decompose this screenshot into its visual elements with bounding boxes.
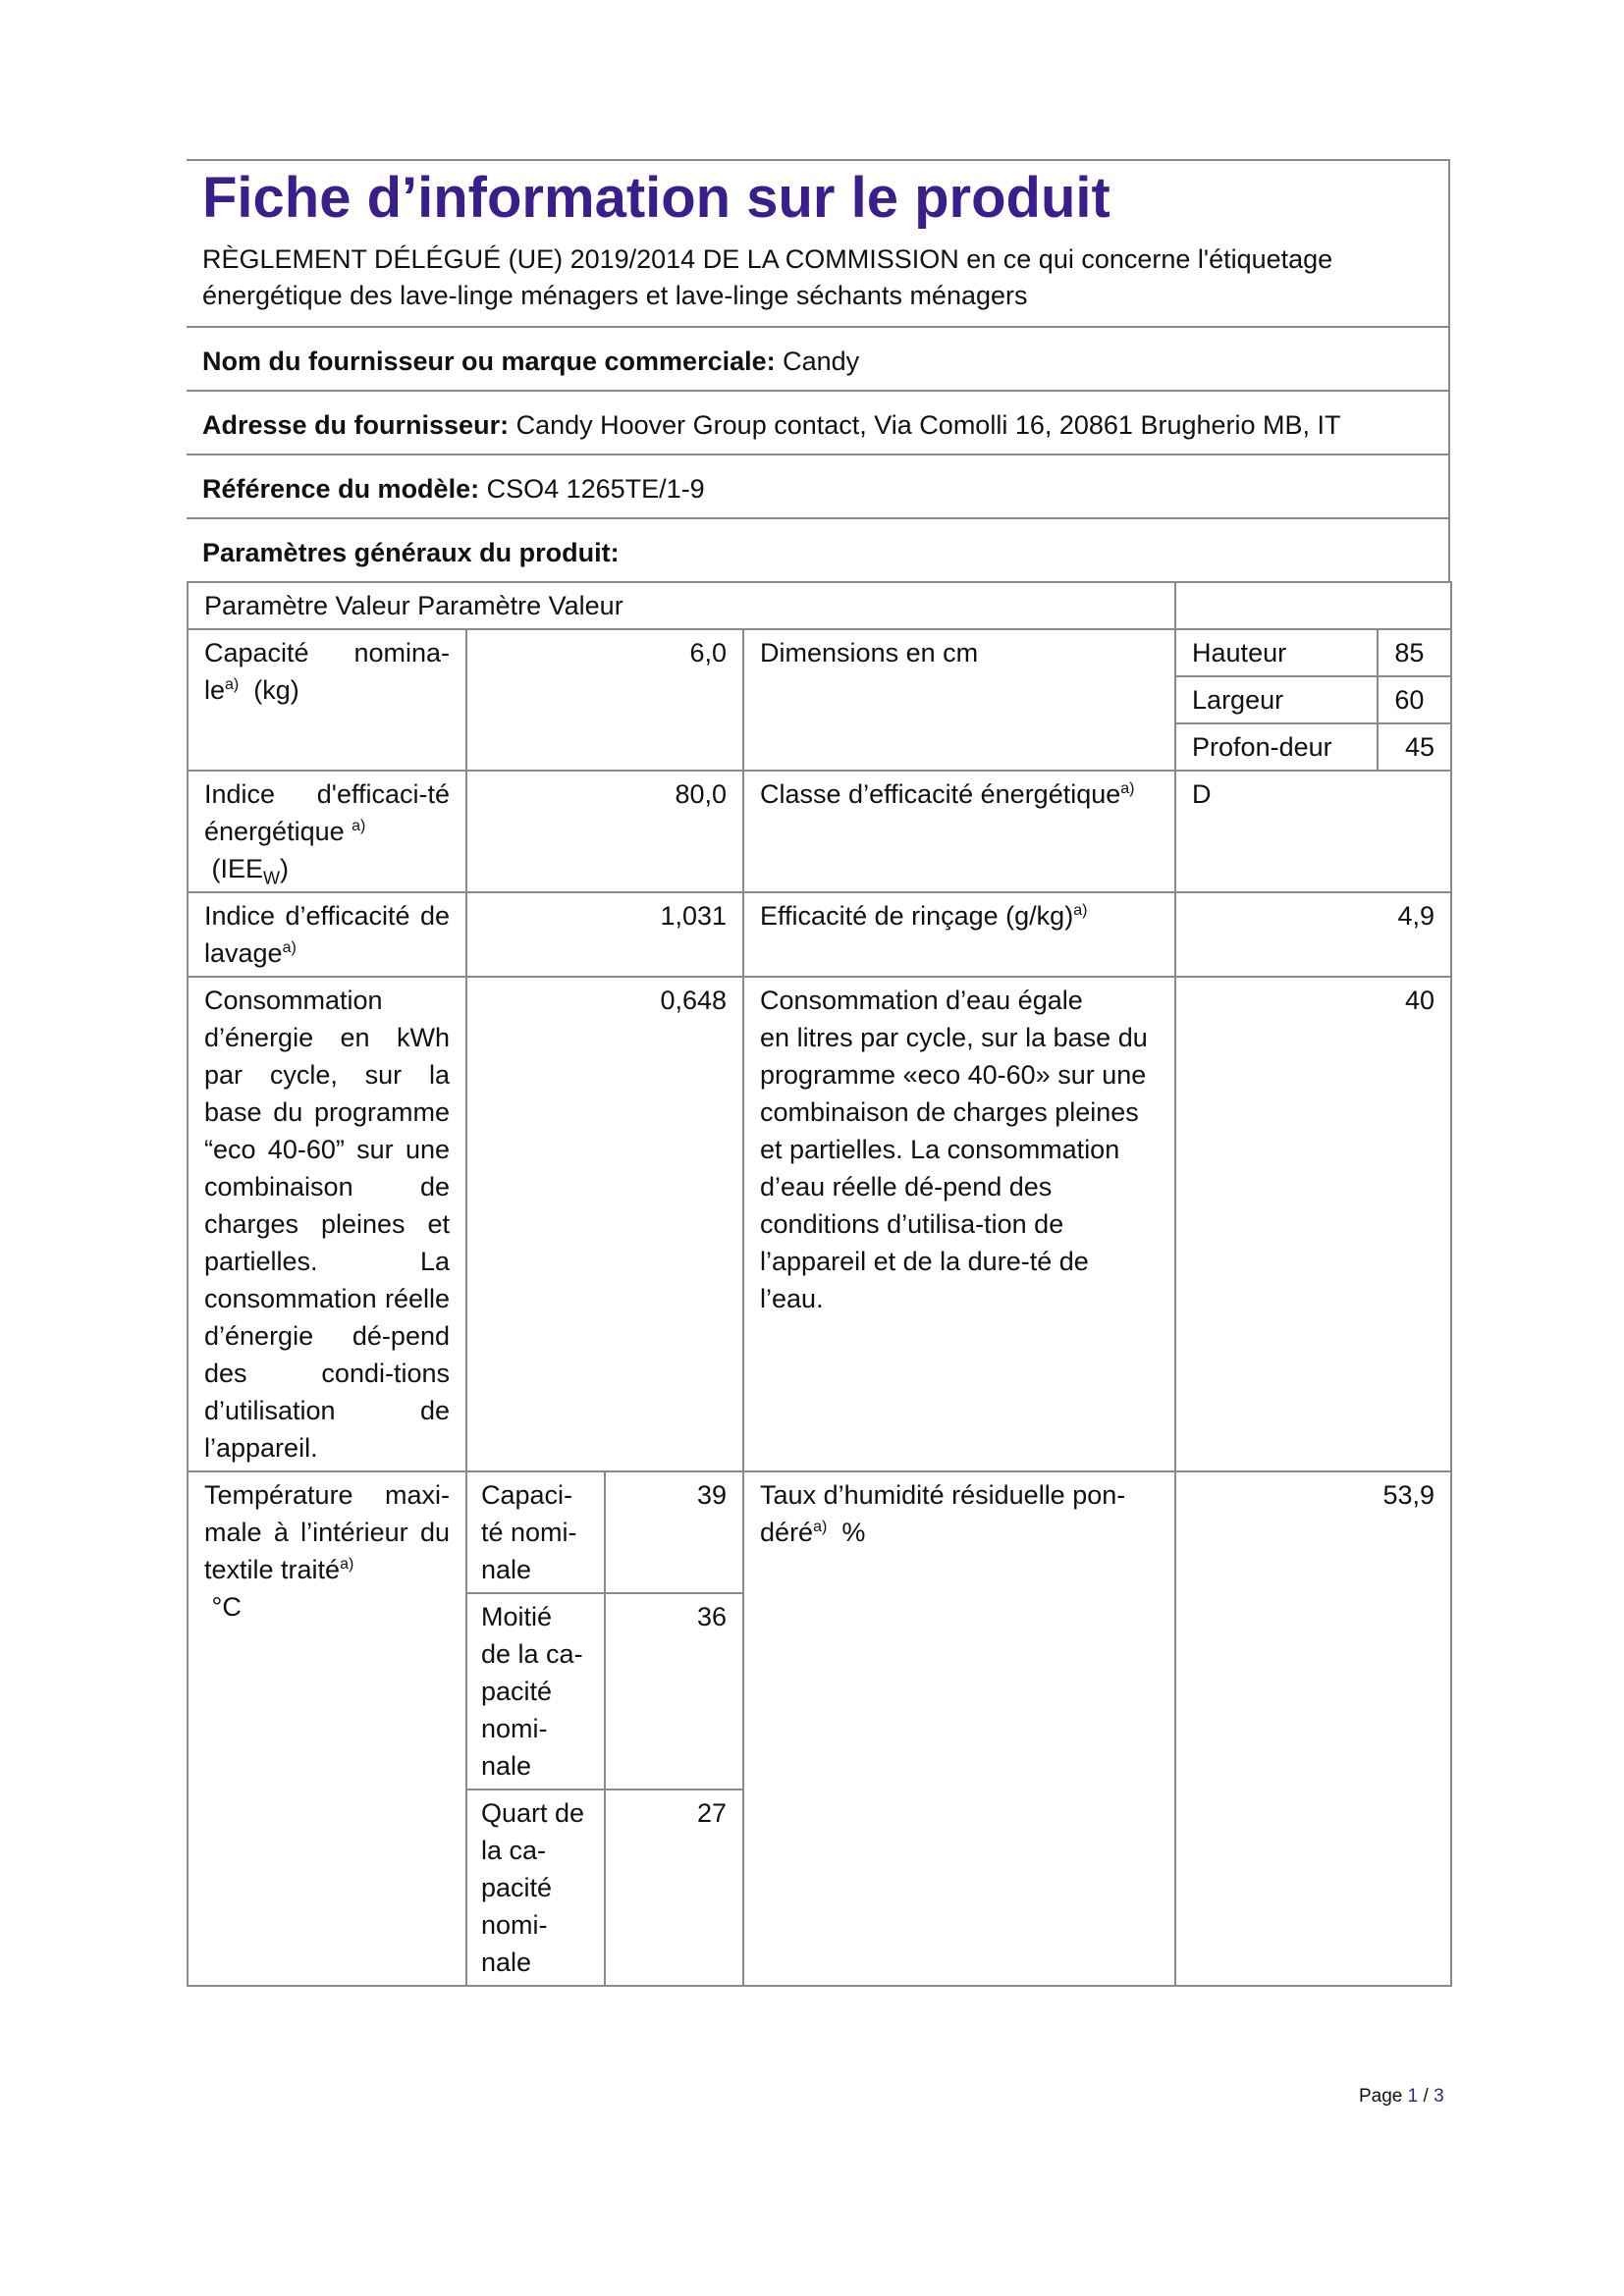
dimensions-table (1176, 630, 1450, 770)
footnote-mark: a) (1073, 902, 1088, 919)
page-title: Fiche d’information sur le produit (202, 166, 1110, 230)
temp-quarter-value: 27 (605, 1789, 743, 1986)
depth-value: 45 (1378, 723, 1450, 770)
footnote-mark: a) (225, 676, 240, 693)
depth-label: Profon-deur (1176, 723, 1378, 770)
footnote-mark: a) (1120, 780, 1135, 797)
temperature-label: Température maxi-male à l’intérieur du textile traité (204, 1480, 450, 1584)
capacity-label: Capacité nomina-le (204, 638, 450, 705)
height-value: 85 (1378, 630, 1450, 676)
wash-label-cell (188, 892, 466, 977)
subtitle-line-1: RÈGLEMENT DÉLÉGUÉ (UE) 2019/2014 DE LA COMMISSION en ce qui concerne l'étiquetage (202, 244, 1333, 274)
table-header-cell: Paramètre Valeur Paramètre Valeur (188, 582, 743, 629)
humidity-value: 53,9 (1175, 1471, 1451, 1986)
page-separator: / (1418, 2086, 1435, 2107)
supplier-address-value: Candy Hoover Group contact, Via Comolli 16, 20861 Brugherio MB, IT (509, 410, 1341, 440)
wash-label: Indice d’efficacité de lavage (204, 901, 450, 968)
water-consumption-value: 40 (1175, 977, 1451, 1471)
eei-label-cell (188, 771, 466, 892)
footnote-mark: a) (352, 818, 366, 834)
product-information-sheet (187, 159, 1450, 1987)
temp-full-label: Capaci-té nomi-nale (466, 1471, 605, 1593)
page-total: 3 (1434, 2086, 1444, 2107)
table-row (188, 1471, 1451, 1593)
width-value: 60 (1378, 676, 1450, 723)
footnote-mark: a) (813, 1519, 828, 1535)
page-label: Page (1359, 2086, 1403, 2107)
dimensions-label: Dimensions en cm (743, 629, 1175, 771)
capacity-unit: (kg) (253, 675, 299, 705)
energy-consumption-label: Consommation d’énergie en kWh par cycle, sur la base du programme “eco 40-60” sur une combinaison de charges pleines et partielles. La consommation réelle d’énergie dé-pend des condi-tions d’utilisation de l’appareil. (188, 977, 466, 1471)
eei-value: 80,0 (466, 771, 743, 892)
subtitle-line-2: énergétique des lave-linge ménagers et lave-linge séchants ménagers (202, 281, 1028, 310)
page-number (1359, 2086, 1444, 2108)
table-row (1176, 676, 1450, 723)
table-row (188, 629, 1451, 771)
model-reference-label: Référence du modèle: (202, 474, 480, 504)
parameters-table (187, 581, 1452, 1987)
page-current: 1 (1407, 2086, 1419, 2107)
table-header-row (188, 582, 1451, 629)
temperature-label-cell (188, 1471, 466, 1986)
temp-quarter-label: Quart de la ca-pacité nomi-nale (466, 1789, 605, 1986)
humidity-label: Taux d’humidité résiduelle pon-déré (760, 1480, 1126, 1547)
temp-half-value: 36 (605, 1593, 743, 1789)
supplier-name-label: Nom du fournisseur ou marque commerciale: (202, 347, 776, 376)
water-consumption-label-2: en litres par cycle, sur la base du programme «eco 40-60» sur une combinaison de charges pleines et partielles. La consommation d’eau réelle dé-pend des conditions d’utilisa-tion de l’appareil et de la dure-té de l’eau. (760, 1023, 1148, 1313)
energy-class-label-cell (743, 771, 1175, 892)
humidity-unit: % (841, 1518, 866, 1547)
sheet-frame (187, 159, 1450, 581)
eei-label: Indice d'efficaci-té énergétique (204, 779, 450, 846)
temperature-unit: °C (211, 1592, 242, 1622)
humidity-label-cell (743, 1471, 1175, 1986)
wash-value: 1,031 (466, 892, 743, 977)
supplier-name-row (187, 326, 1448, 390)
eei-unit-sub: W (263, 868, 281, 888)
capacity-label-cell (188, 629, 466, 771)
height-label: Hauteur (1176, 630, 1378, 676)
table-row (1176, 630, 1450, 676)
rinse-label-cell (743, 892, 1175, 977)
energy-class-label: Classe d’efficacité énergétique (760, 779, 1121, 809)
general-params-row (187, 517, 1448, 581)
water-consumption-label-cell (743, 977, 1175, 1471)
table-row (1176, 723, 1450, 770)
dimensions-cell (1175, 629, 1451, 771)
footnote-mark: a) (340, 1556, 354, 1573)
table-row (188, 977, 1451, 1471)
temp-full-value: 39 (605, 1471, 743, 1593)
supplier-name-value: Candy (775, 347, 860, 376)
temp-half-label: Moitié de la ca-pacité nomi-nale (466, 1593, 605, 1789)
model-reference-row (187, 454, 1448, 517)
regulation-subtitle (187, 241, 1448, 326)
water-consumption-label-1: Consommation d’eau égale (760, 986, 1083, 1015)
table-row (188, 771, 1451, 892)
capacity-value: 6,0 (466, 629, 743, 771)
table-row (188, 892, 1451, 977)
general-params-label: Paramètres généraux du produit: (202, 538, 620, 567)
energy-class-value: D (1175, 771, 1451, 892)
energy-consumption-value: 0,648 (466, 977, 743, 1471)
rinse-value: 4,9 (1175, 892, 1451, 977)
width-label: Largeur (1176, 676, 1378, 723)
model-reference-value: CSO4 1265TE/1-9 (479, 474, 705, 504)
eei-unit: (IEE (211, 854, 264, 883)
rinse-label: Efficacité de rinçage (g/kg) (760, 901, 1074, 931)
eei-unit-end: ) (280, 854, 290, 883)
supplier-address-label: Adresse du fournisseur: (202, 410, 510, 440)
footnote-mark: a) (282, 939, 297, 956)
supplier-address-row (187, 390, 1448, 454)
